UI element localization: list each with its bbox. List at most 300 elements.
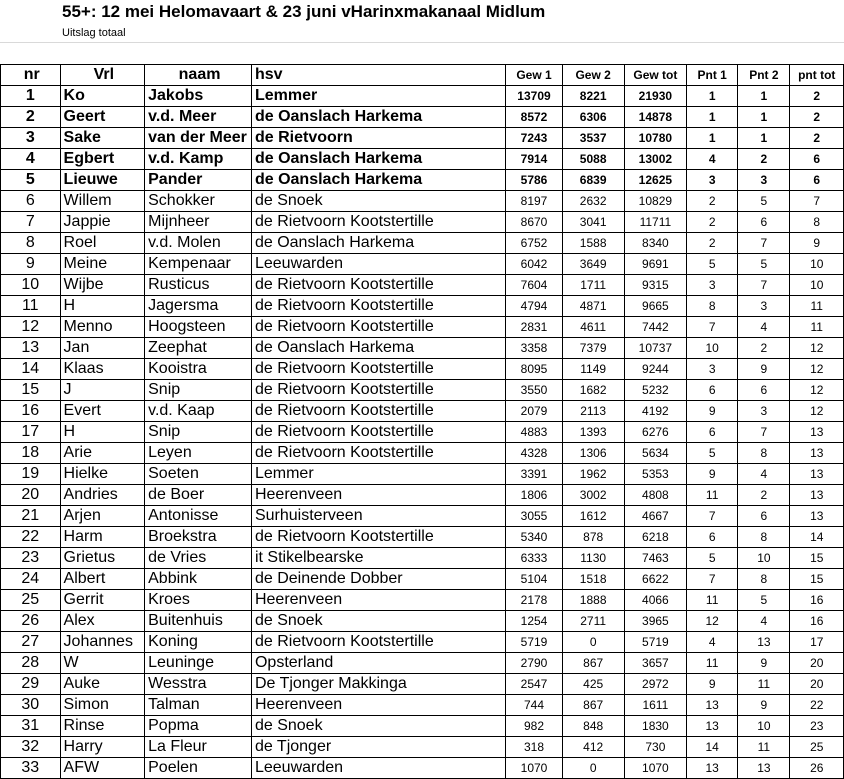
cell-pnt2: 2 [738, 149, 790, 170]
cell-pnttot: 2 [790, 128, 844, 149]
cell-gew1: 6333 [506, 548, 562, 569]
cell-pnt2: 5 [738, 590, 790, 611]
cell-vrl: Andries [60, 485, 145, 506]
cell-vrl: Arie [60, 443, 145, 464]
table-row [1, 758, 844, 779]
cell-vrl: H [60, 296, 145, 317]
table-row [1, 191, 844, 212]
cell-pnt1: 7 [687, 569, 738, 590]
cell-hsv: Opsterland [251, 653, 505, 674]
cell-pnt1: 2 [687, 191, 738, 212]
cell-pnt2: 2 [738, 338, 790, 359]
cell-gewtot: 5719 [624, 632, 686, 653]
cell-gew2: 867 [562, 653, 624, 674]
cell-vrl: Albert [60, 569, 145, 590]
cell-pnt2: 3 [738, 170, 790, 191]
cell-pnt2: 1 [738, 86, 790, 107]
cell-gewtot: 11711 [624, 212, 686, 233]
cell-nr: 1 [1, 86, 61, 107]
cell-pnt1: 12 [687, 611, 738, 632]
cell-naam: Leuninge [145, 653, 252, 674]
cell-gewtot: 6218 [624, 527, 686, 548]
table-row [1, 632, 844, 653]
cell-gew1: 2831 [506, 317, 562, 338]
cell-pnttot: 13 [790, 443, 844, 464]
cell-hsv: de Rietvoorn Kootstertille [251, 443, 505, 464]
cell-pnttot: 15 [790, 548, 844, 569]
cell-pnt1: 14 [687, 737, 738, 758]
cell-pnt2: 5 [738, 191, 790, 212]
cell-nr: 29 [1, 674, 61, 695]
cell-gew1: 6752 [506, 233, 562, 254]
cell-pnttot: 15 [790, 569, 844, 590]
cell-naam: Jakobs [145, 86, 252, 107]
cell-naam: La Fleur [145, 737, 252, 758]
cell-naam: Zeephat [145, 338, 252, 359]
cell-vrl: Harm [60, 527, 145, 548]
cell-gew1: 744 [506, 695, 562, 716]
cell-pnt2: 1 [738, 128, 790, 149]
cell-gewtot: 4667 [624, 506, 686, 527]
cell-hsv: Lemmer [251, 86, 505, 107]
cell-pnt1: 3 [687, 170, 738, 191]
cell-hsv: de Rietvoorn Kootstertille [251, 401, 505, 422]
cell-gew1: 2178 [506, 590, 562, 611]
cell-gew1: 5786 [506, 170, 562, 191]
table-row [1, 128, 844, 149]
cell-pnttot: 25 [790, 737, 844, 758]
cell-pnt1: 5 [687, 254, 738, 275]
table-row [1, 380, 844, 401]
cell-hsv: de Snoek [251, 191, 505, 212]
cell-gew2: 4871 [562, 296, 624, 317]
cell-hsv: de Rietvoorn Kootstertille [251, 359, 505, 380]
cell-vrl: Johannes [60, 632, 145, 653]
cell-pnt2: 3 [738, 401, 790, 422]
cell-gewtot: 9315 [624, 275, 686, 296]
cell-gew2: 7379 [562, 338, 624, 359]
cell-naam: Mijnheer [145, 212, 252, 233]
cell-hsv: Heerenveen [251, 695, 505, 716]
cell-hsv: it Stikelbearske [251, 548, 505, 569]
cell-pnt1: 13 [687, 695, 738, 716]
cell-gew2: 6306 [562, 107, 624, 128]
cell-hsv: de Oanslach Harkema [251, 233, 505, 254]
cell-vrl: Roel [60, 233, 145, 254]
cell-nr: 23 [1, 548, 61, 569]
cell-nr: 17 [1, 422, 61, 443]
cell-hsv: Heerenveen [251, 485, 505, 506]
cell-vrl: Jan [60, 338, 145, 359]
table-row [1, 296, 844, 317]
cell-gew1: 1806 [506, 485, 562, 506]
cell-naam: de Boer [145, 485, 252, 506]
cell-gew1: 5719 [506, 632, 562, 653]
cell-vrl: Arjen [60, 506, 145, 527]
cell-nr: 8 [1, 233, 61, 254]
cell-naam: Jagersma [145, 296, 252, 317]
cell-gew2: 3002 [562, 485, 624, 506]
header-hsv: hsv [251, 65, 505, 86]
cell-vrl: Lieuwe [60, 170, 145, 191]
cell-gew2: 6839 [562, 170, 624, 191]
cell-nr: 7 [1, 212, 61, 233]
cell-gewtot: 10737 [624, 338, 686, 359]
cell-hsv: de Rietvoorn Kootstertille [251, 527, 505, 548]
header-pnt2: Pnt 2 [738, 65, 790, 86]
cell-hsv: de Oanslach Harkema [251, 107, 505, 128]
cell-naam: Kroes [145, 590, 252, 611]
cell-gew2: 4611 [562, 317, 624, 338]
cell-gewtot: 9244 [624, 359, 686, 380]
cell-gewtot: 5232 [624, 380, 686, 401]
cell-pnt1: 1 [687, 86, 738, 107]
cell-gew1: 4794 [506, 296, 562, 317]
cell-pnt1: 11 [687, 485, 738, 506]
cell-nr: 32 [1, 737, 61, 758]
cell-pnttot: 9 [790, 233, 844, 254]
header-naam: naam [145, 65, 252, 86]
cell-naam: v.d. Kamp [145, 149, 252, 170]
cell-hsv: de Rietvoorn Kootstertille [251, 317, 505, 338]
cell-pnt1: 11 [687, 653, 738, 674]
cell-gew1: 8095 [506, 359, 562, 380]
cell-nr: 9 [1, 254, 61, 275]
cell-pnttot: 12 [790, 380, 844, 401]
cell-gew2: 848 [562, 716, 624, 737]
table-row [1, 107, 844, 128]
table-row [1, 716, 844, 737]
cell-hsv: Heerenveen [251, 590, 505, 611]
cell-gewtot: 7442 [624, 317, 686, 338]
cell-pnttot: 22 [790, 695, 844, 716]
cell-hsv: de Rietvoorn [251, 128, 505, 149]
cell-pnttot: 12 [790, 359, 844, 380]
cell-pnt1: 7 [687, 317, 738, 338]
cell-pnttot: 13 [790, 422, 844, 443]
cell-gewtot: 9665 [624, 296, 686, 317]
cell-nr: 15 [1, 380, 61, 401]
cell-gewtot: 14878 [624, 107, 686, 128]
table-row [1, 506, 844, 527]
cell-gew1: 3550 [506, 380, 562, 401]
header-gewtot: Gew tot [624, 65, 686, 86]
cell-gew2: 878 [562, 527, 624, 548]
cell-pnttot: 16 [790, 611, 844, 632]
cell-pnt2: 6 [738, 380, 790, 401]
cell-naam: Buitenhuis [145, 611, 252, 632]
cell-gew2: 1711 [562, 275, 624, 296]
cell-pnttot: 11 [790, 317, 844, 338]
results-table [0, 64, 844, 779]
cell-pnt1: 2 [687, 212, 738, 233]
cell-gewtot: 4808 [624, 485, 686, 506]
cell-gewtot: 12625 [624, 170, 686, 191]
header-nr: nr [1, 65, 61, 86]
cell-gew2: 412 [562, 737, 624, 758]
cell-vrl: Harry [60, 737, 145, 758]
cell-gew2: 5088 [562, 149, 624, 170]
cell-gewtot: 6276 [624, 422, 686, 443]
cell-hsv: De Tjonger Makkinga [251, 674, 505, 695]
results-body [1, 86, 844, 779]
cell-pnttot: 13 [790, 506, 844, 527]
cell-pnttot: 26 [790, 758, 844, 779]
cell-nr: 20 [1, 485, 61, 506]
cell-vrl: Grietus [60, 548, 145, 569]
cell-gewtot: 8340 [624, 233, 686, 254]
cell-gew1: 7243 [506, 128, 562, 149]
cell-vrl: Wijbe [60, 275, 145, 296]
cell-vrl: Menno [60, 317, 145, 338]
cell-naam: van der Meer [145, 128, 252, 149]
cell-nr: 12 [1, 317, 61, 338]
cell-hsv: Leeuwarden [251, 758, 505, 779]
cell-gew1: 5104 [506, 569, 562, 590]
cell-naam: Antonisse [145, 506, 252, 527]
table-row [1, 212, 844, 233]
table-row [1, 317, 844, 338]
cell-gew2: 3649 [562, 254, 624, 275]
cell-nr: 4 [1, 149, 61, 170]
cell-pnttot: 14 [790, 527, 844, 548]
table-row [1, 548, 844, 569]
cell-nr: 28 [1, 653, 61, 674]
cell-hsv: de Oanslach Harkema [251, 338, 505, 359]
cell-pnt1: 9 [687, 464, 738, 485]
cell-pnt1: 3 [687, 275, 738, 296]
cell-vrl: Jappie [60, 212, 145, 233]
cell-vrl: Ko [60, 86, 145, 107]
cell-pnt2: 1 [738, 107, 790, 128]
cell-gewtot: 7463 [624, 548, 686, 569]
cell-nr: 11 [1, 296, 61, 317]
cell-pnttot: 10 [790, 275, 844, 296]
cell-pnt2: 10 [738, 716, 790, 737]
cell-gew2: 1149 [562, 359, 624, 380]
cell-pnt1: 6 [687, 527, 738, 548]
cell-pnt1: 1 [687, 128, 738, 149]
cell-hsv: de Deinende Dobber [251, 569, 505, 590]
cell-gewtot: 3657 [624, 653, 686, 674]
cell-pnt1: 11 [687, 590, 738, 611]
cell-gewtot: 5634 [624, 443, 686, 464]
cell-vrl: Hielke [60, 464, 145, 485]
cell-nr: 16 [1, 401, 61, 422]
cell-hsv: de Rietvoorn Kootstertille [251, 380, 505, 401]
cell-naam: Abbink [145, 569, 252, 590]
cell-pnttot: 8 [790, 212, 844, 233]
cell-hsv: Surhuisterveen [251, 506, 505, 527]
cell-gew2: 1682 [562, 380, 624, 401]
cell-gew1: 13709 [506, 86, 562, 107]
cell-pnt2: 4 [738, 611, 790, 632]
cell-pnt1: 9 [687, 401, 738, 422]
cell-gew2: 867 [562, 695, 624, 716]
cell-naam: Hoogsteen [145, 317, 252, 338]
cell-hsv: de Rietvoorn Kootstertille [251, 422, 505, 443]
table-row [1, 338, 844, 359]
cell-hsv: de Rietvoorn Kootstertille [251, 296, 505, 317]
cell-pnt2: 8 [738, 569, 790, 590]
cell-pnt2: 9 [738, 359, 790, 380]
table-row [1, 254, 844, 275]
cell-hsv: de Rietvoorn Kootstertille [251, 275, 505, 296]
cell-gew1: 8197 [506, 191, 562, 212]
table-row [1, 674, 844, 695]
cell-pnt1: 6 [687, 422, 738, 443]
cell-pnttot: 16 [790, 590, 844, 611]
cell-gew1: 5340 [506, 527, 562, 548]
cell-vrl: Rinse [60, 716, 145, 737]
header-gew1: Gew 1 [506, 65, 562, 86]
table-row [1, 359, 844, 380]
cell-naam: Soeten [145, 464, 252, 485]
cell-pnt1: 13 [687, 716, 738, 737]
cell-nr: 33 [1, 758, 61, 779]
cell-hsv: Leeuwarden [251, 254, 505, 275]
table-row [1, 401, 844, 422]
cell-hsv: de Rietvoorn Kootstertille [251, 212, 505, 233]
cell-vrl: Meine [60, 254, 145, 275]
cell-gew2: 1588 [562, 233, 624, 254]
cell-gewtot: 5353 [624, 464, 686, 485]
cell-pnt1: 4 [687, 149, 738, 170]
cell-hsv: de Oanslach Harkema [251, 170, 505, 191]
cell-nr: 10 [1, 275, 61, 296]
cell-gew2: 1888 [562, 590, 624, 611]
cell-pnttot: 10 [790, 254, 844, 275]
cell-pnttot: 12 [790, 401, 844, 422]
table-row [1, 611, 844, 632]
cell-vrl: W [60, 653, 145, 674]
cell-pnt1: 9 [687, 674, 738, 695]
table-row [1, 569, 844, 590]
table-row [1, 464, 844, 485]
cell-gew2: 3537 [562, 128, 624, 149]
cell-pnt2: 5 [738, 254, 790, 275]
table-row [1, 422, 844, 443]
cell-pnttot: 23 [790, 716, 844, 737]
cell-pnt2: 4 [738, 317, 790, 338]
cell-nr: 30 [1, 695, 61, 716]
cell-vrl: H [60, 422, 145, 443]
cell-pnttot: 6 [790, 149, 844, 170]
cell-naam: v.d. Kaap [145, 401, 252, 422]
cell-naam: Koning [145, 632, 252, 653]
cell-vrl: Auke [60, 674, 145, 695]
cell-naam: Kooistra [145, 359, 252, 380]
sheet-subtitle: Uitslag totaal [62, 27, 126, 39]
cell-vrl: Sake [60, 128, 145, 149]
cell-gewtot: 10780 [624, 128, 686, 149]
cell-gew2: 2711 [562, 611, 624, 632]
cell-naam: Popma [145, 716, 252, 737]
cell-vrl: Evert [60, 401, 145, 422]
cell-pnt1: 6 [687, 380, 738, 401]
cell-vrl: Geert [60, 107, 145, 128]
header-row [1, 65, 844, 86]
cell-gew1: 3391 [506, 464, 562, 485]
table-row [1, 527, 844, 548]
cell-vrl: Willem [60, 191, 145, 212]
cell-naam: de Vries [145, 548, 252, 569]
header-gew2: Gew 2 [562, 65, 624, 86]
cell-hsv: Lemmer [251, 464, 505, 485]
table-row [1, 233, 844, 254]
cell-pnttot: 13 [790, 464, 844, 485]
cell-nr: 5 [1, 170, 61, 191]
cell-gew1: 8670 [506, 212, 562, 233]
cell-gew2: 1393 [562, 422, 624, 443]
cell-gewtot: 4066 [624, 590, 686, 611]
table-row [1, 443, 844, 464]
cell-nr: 3 [1, 128, 61, 149]
cell-pnt2: 6 [738, 506, 790, 527]
cell-pnt1: 7 [687, 506, 738, 527]
cell-pnt1: 10 [687, 338, 738, 359]
cell-gew1: 8572 [506, 107, 562, 128]
cell-pnt1: 4 [687, 632, 738, 653]
cell-nr: 31 [1, 716, 61, 737]
cell-nr: 25 [1, 590, 61, 611]
cell-nr: 24 [1, 569, 61, 590]
cell-gew2: 1130 [562, 548, 624, 569]
sheet-title: 55+: 12 mei Helomavaart & 23 juni vHarinxmakanaal Midlum [62, 2, 546, 21]
header-pnt1: Pnt 1 [687, 65, 738, 86]
cell-nr: 2 [1, 107, 61, 128]
cell-naam: Snip [145, 380, 252, 401]
cell-gew1: 6042 [506, 254, 562, 275]
cell-pnt2: 2 [738, 485, 790, 506]
cell-nr: 6 [1, 191, 61, 212]
cell-gew1: 3055 [506, 506, 562, 527]
cell-gew1: 318 [506, 737, 562, 758]
cell-pnttot: 12 [790, 338, 844, 359]
cell-gew2: 0 [562, 632, 624, 653]
cell-pnt1: 5 [687, 548, 738, 569]
cell-pnt2: 7 [738, 275, 790, 296]
cell-pnt2: 10 [738, 548, 790, 569]
cell-hsv: de Snoek [251, 716, 505, 737]
cell-pnt2: 9 [738, 695, 790, 716]
cell-gewtot: 2972 [624, 674, 686, 695]
cell-pnttot: 20 [790, 653, 844, 674]
cell-pnttot: 6 [790, 170, 844, 191]
cell-vrl: Egbert [60, 149, 145, 170]
table-row [1, 590, 844, 611]
cell-gew1: 1254 [506, 611, 562, 632]
cell-vrl: J [60, 380, 145, 401]
cell-gewtot: 21930 [624, 86, 686, 107]
table-row [1, 653, 844, 674]
cell-pnt2: 4 [738, 464, 790, 485]
cell-naam: Broekstra [145, 527, 252, 548]
cell-nr: 13 [1, 338, 61, 359]
cell-hsv: de Snoek [251, 611, 505, 632]
cell-vrl: AFW [60, 758, 145, 779]
cell-pnt2: 11 [738, 737, 790, 758]
cell-pnttot: 17 [790, 632, 844, 653]
cell-gew2: 8221 [562, 86, 624, 107]
cell-nr: 27 [1, 632, 61, 653]
cell-naam: v.d. Molen [145, 233, 252, 254]
cell-gew2: 2113 [562, 401, 624, 422]
cell-vrl: Alex [60, 611, 145, 632]
cell-gew2: 425 [562, 674, 624, 695]
cell-hsv: de Oanslach Harkema [251, 149, 505, 170]
cell-gewtot: 9691 [624, 254, 686, 275]
